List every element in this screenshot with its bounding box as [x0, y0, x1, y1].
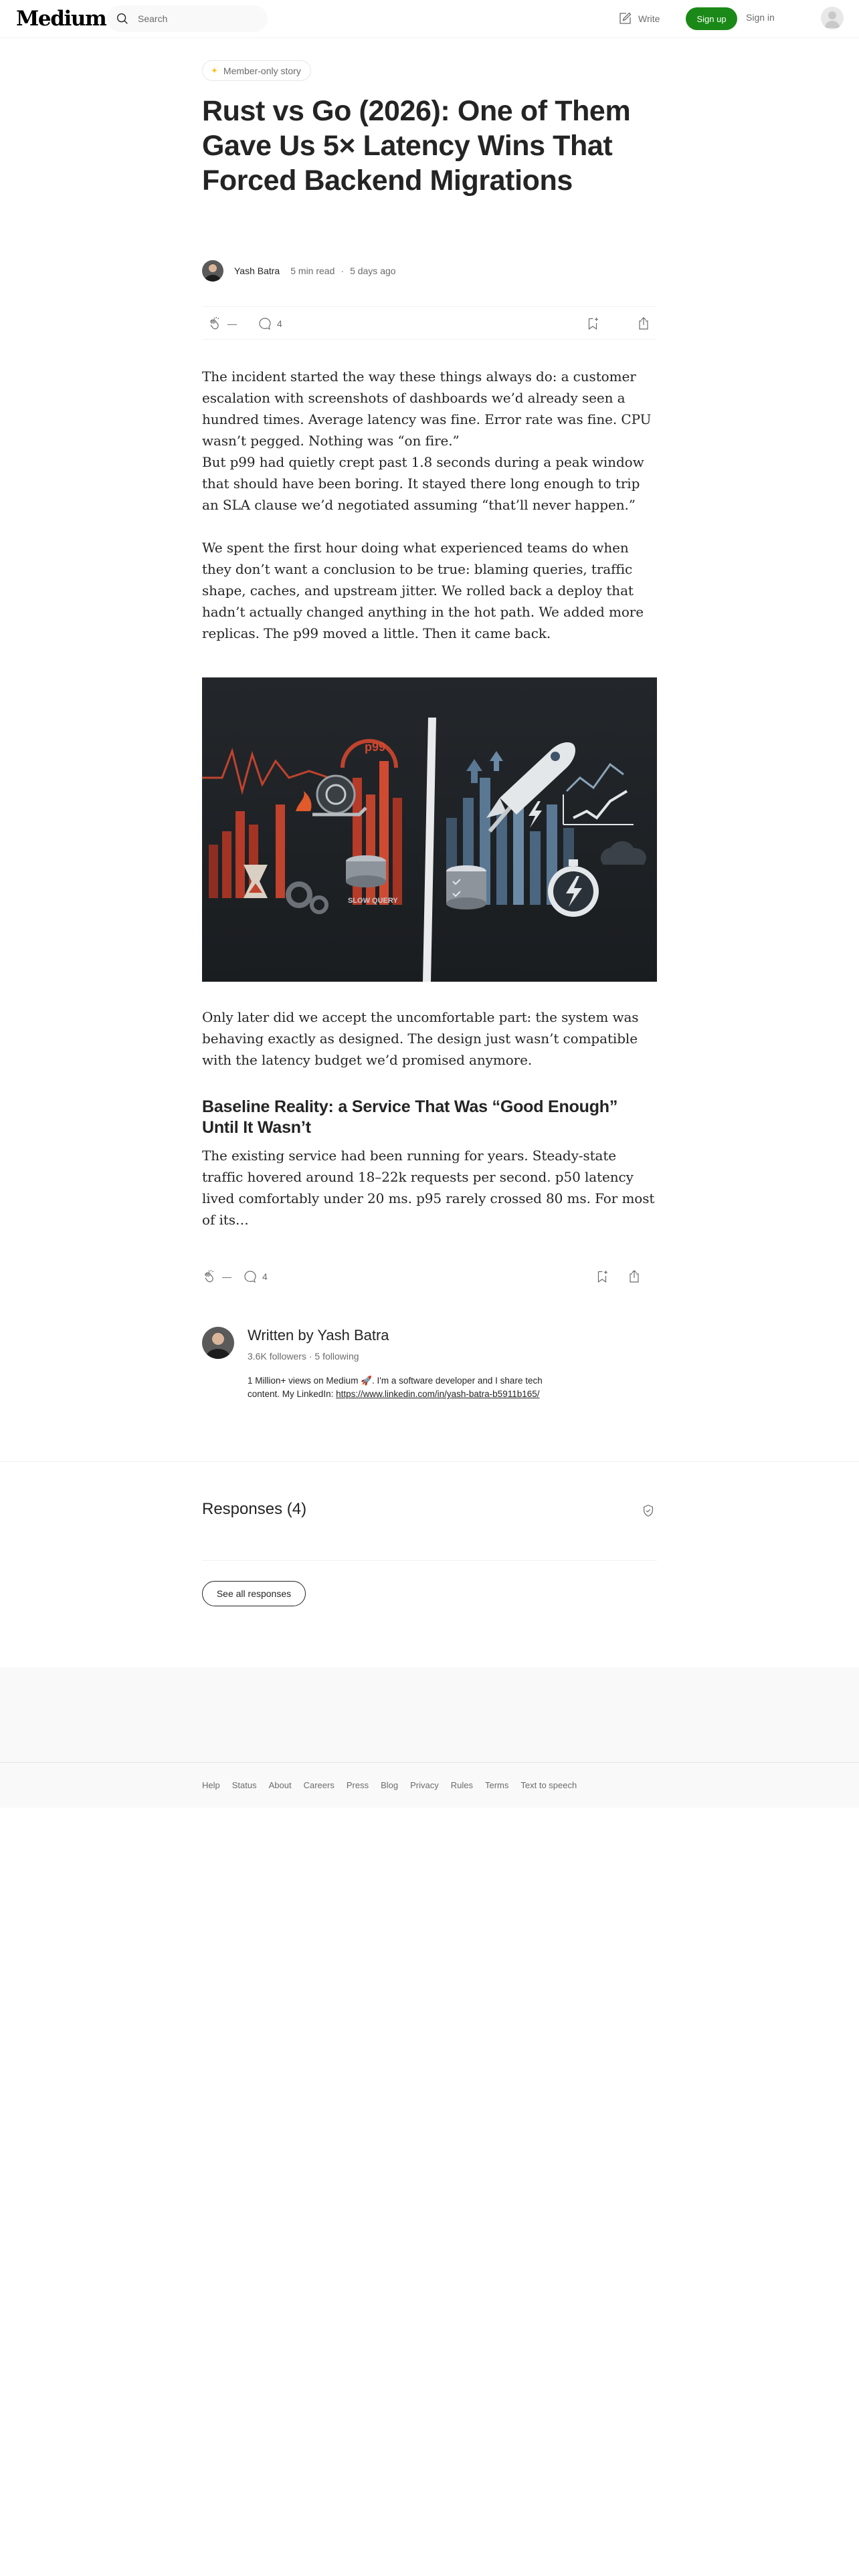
search-icon	[115, 11, 130, 26]
see-all-responses-button[interactable]: See all responses	[202, 1581, 306, 1606]
author-avatar[interactable]	[202, 260, 223, 282]
author-bio-text: 1 Million+ views on Medium 🚀. I'm a software developer and I share tech content. My LinkedIn:	[248, 1376, 543, 1399]
responses-divider	[202, 1560, 657, 1561]
article-action-bar-bottom	[202, 1260, 657, 1293]
star-icon: ✦	[211, 65, 218, 76]
write-button[interactable]	[617, 10, 660, 27]
footer-link-blog[interactable]: Blog	[381, 1780, 399, 1790]
clap-button[interactable]	[202, 1260, 231, 1293]
responses-button[interactable]	[257, 307, 282, 340]
followers-count[interactable]: 3.6K followers	[248, 1351, 306, 1362]
share-button[interactable]	[636, 307, 652, 340]
bookmark-add-icon	[585, 316, 601, 332]
paragraph: But p99 had quietly crept past 1.8 seconds during a peak window that should have been boring. It stayed there long enough to trip an SLA clause we’d negotiated assuming “that’ll never happen.”	[202, 454, 644, 513]
article-body-middle	[202, 1006, 657, 1071]
search-box[interactable]	[107, 5, 268, 32]
article-hero-image	[202, 677, 657, 982]
footer-link-status[interactable]: Status	[231, 1780, 257, 1790]
member-only-badge	[202, 60, 311, 81]
article-body-intro	[202, 366, 657, 644]
clap-icon	[202, 1269, 218, 1285]
responses-button[interactable]	[242, 1260, 268, 1293]
byline	[202, 259, 396, 282]
responses-heading: Responses (4)	[202, 1500, 307, 1518]
share-button[interactable]	[626, 1260, 642, 1293]
footer-link-help[interactable]: Help	[202, 1780, 220, 1790]
shield-icon[interactable]	[641, 1503, 656, 1518]
article-action-bar-top	[202, 306, 657, 340]
byline-separator: ·	[341, 265, 345, 276]
footer-divider	[0, 1762, 859, 1763]
user-avatar-icon[interactable]	[821, 7, 844, 29]
member-only-label: Member-only story	[223, 65, 301, 76]
footer-link-terms[interactable]: Terms	[484, 1780, 509, 1790]
following-count[interactable]: 5 following	[314, 1351, 359, 1362]
footer-links	[202, 1780, 577, 1790]
comment-count: 4	[277, 318, 282, 329]
sign-in-link[interactable]: Sign in	[746, 12, 775, 23]
author-bio	[248, 1374, 575, 1401]
share-icon	[626, 1269, 642, 1285]
footer-link-text-to-speech[interactable]: Text to speech	[520, 1780, 577, 1790]
paragraph: Only later did we accept the uncomfortable part: the system was behaving exactly as designed. The design just wasn’t compatible with the latency budget we’d promised anymore.	[202, 1009, 639, 1068]
published-date: 5 days ago	[350, 265, 396, 276]
written-by-heading[interactable]: Written by Yash Batra	[248, 1327, 389, 1344]
share-icon	[636, 316, 652, 332]
comment-icon	[257, 316, 273, 332]
section-heading: Baseline Reality: a Service That Was “Good Enough” Until It Wasn’t	[202, 1097, 618, 1137]
read-time: 5 min read	[290, 265, 335, 276]
paragraph: The incident started the way these things always do: a customer escalation with screenshots of dashboards we’d already seen a hundred times. Average latency was fine. Error rate was fine. CPU wasn’t pegged. Nothing was “on fire.”	[202, 368, 652, 449]
sign-up-button[interactable]: Sign up	[686, 7, 737, 30]
article-body-teaser	[202, 1145, 657, 1230]
follow-separator: ·	[308, 1351, 315, 1362]
linkedin-link[interactable]: https://www.linkedin.com/in/yash-batra-b5911b165/	[336, 1389, 540, 1399]
footer-link-press[interactable]: Press	[346, 1780, 369, 1790]
save-button[interactable]	[585, 307, 601, 340]
rust-vs-go-illustration-icon	[202, 677, 657, 982]
clap-count: —	[222, 1271, 231, 1282]
comment-count: 4	[262, 1271, 268, 1282]
comment-icon	[242, 1269, 258, 1285]
clap-button[interactable]	[207, 307, 237, 340]
author-name-link[interactable]: Yash Batra	[234, 265, 280, 276]
author-follow-stats	[248, 1351, 359, 1362]
write-icon	[617, 11, 633, 27]
author-avatar-large[interactable]	[202, 1327, 234, 1359]
footer-link-rules[interactable]: Rules	[450, 1780, 473, 1790]
bookmark-add-icon	[594, 1269, 610, 1285]
paragraph: The existing service had been running for years. Steady-state traffic hovered around 18–22k requests per second. p50 latency lived comfortably under 20 ms. p95 rarely crossed 80 ms. For most of its…	[202, 1148, 655, 1228]
article-title: Rust vs Go (2026): One of Them Gave Us 5× Latency Wins That Forced Backend Migrations	[202, 95, 631, 197]
footer-link-privacy[interactable]: Privacy	[410, 1780, 439, 1790]
clap-count: —	[227, 318, 237, 329]
slow-query-label: SLOW QUERY	[348, 897, 398, 905]
write-label: Write	[638, 13, 660, 24]
clap-icon	[207, 316, 223, 332]
p99-gauge-label: p99	[365, 740, 386, 754]
medium-logo[interactable]: Medium	[16, 7, 106, 31]
section-divider	[0, 1461, 859, 1462]
footer-link-careers[interactable]: Careers	[303, 1780, 335, 1790]
save-button[interactable]	[594, 1260, 610, 1293]
search-input[interactable]: Search	[138, 13, 168, 24]
top-navbar	[0, 0, 859, 38]
paragraph: We spent the first hour doing what experienced teams do when they don’t want a conclusion to be true: blaming queries, traffic shape, caches, and upstream jitter. We rolled back a deploy that hadn’t actually changed anything in the hot path. We added more replicas. The p99 moved a little. Then it came back.	[202, 540, 644, 641]
footer-link-about[interactable]: About	[268, 1780, 292, 1790]
